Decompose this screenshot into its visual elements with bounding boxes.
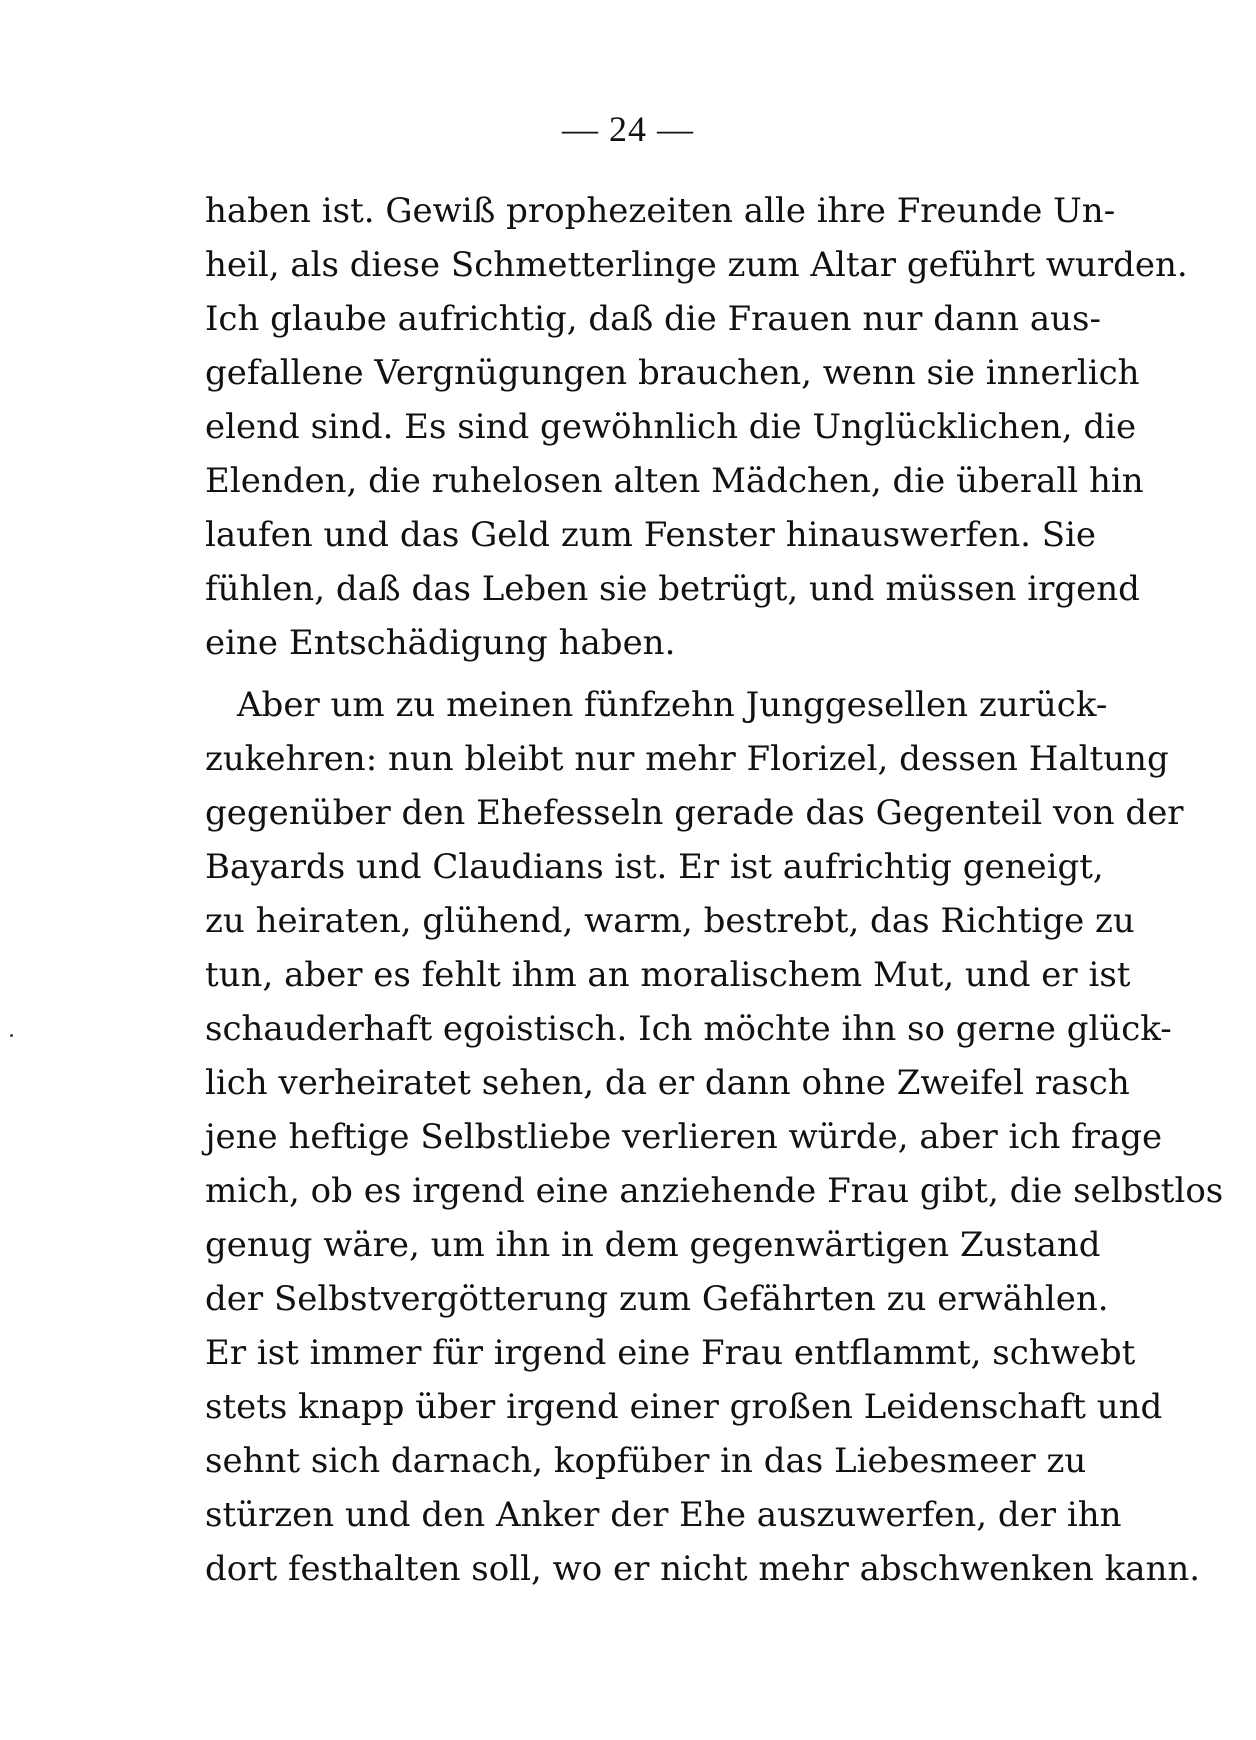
text-line: laufen und das Geld zum Fenster hinauswerfen. Sie bbox=[205, 515, 1097, 555]
paragraph-gap bbox=[205, 670, 1075, 678]
text-line: tun, aber es fehlt ihm an moralischem Mut, und er ist bbox=[205, 955, 1131, 995]
text-line: stets knapp über irgend einer großen Leidenschaft und bbox=[205, 1387, 1163, 1427]
text-line: der Selbstvergötterung zum Gefährten zu erwählen. bbox=[205, 1279, 1109, 1319]
text-line: sehnt sich darnach, kopfüber in das Liebesmeer zu bbox=[205, 1441, 1087, 1481]
text-line: gefallene Vergnügungen brauchen, wenn sie innerlich bbox=[205, 353, 1140, 393]
text-line: zu heiraten, glühend, warm, bestrebt, das Richtige zu bbox=[205, 901, 1135, 941]
text-line: Er ist immer für irgend eine Frau entflammt, schwebt bbox=[205, 1333, 1136, 1373]
text-line: fühlen, daß das Leben sie betrügt, und müssen irgend bbox=[205, 569, 1140, 609]
text-line: Elenden, die ruhelosen alten Mädchen, die überall hin bbox=[205, 461, 1144, 501]
text-line: jene heftige Selbstliebe verlieren würde, aber ich frage bbox=[205, 1117, 1163, 1157]
text-line: eine Entschädigung haben. bbox=[205, 623, 676, 663]
text-line: zukehren: nun bleibt nur mehr Florizel, dessen Haltung bbox=[205, 739, 1169, 779]
text-line: dort festhalten soll, wo er nicht mehr abschwenken kann. bbox=[205, 1549, 1201, 1589]
text-line: elend sind. Es sind gewöhnlich die Unglücklichen, die bbox=[205, 407, 1137, 447]
paragraph-2 bbox=[205, 678, 1224, 1596]
text-line: Ich glaube aufrichtig, daß die Frauen nur dann aus- bbox=[205, 299, 1101, 339]
text-line: schauderhaft egoistisch. Ich möchte ihn so gerne glück- bbox=[205, 1009, 1172, 1049]
text-line: heil, als diese Schmetterlinge zum Altar geführt wurden. bbox=[205, 245, 1188, 285]
text-line: stürzen und den Anker der Ehe auszuwerfen, der ihn bbox=[205, 1495, 1122, 1535]
text-line: Bayards und Claudians ist. Er ist aufrichtig geneigt, bbox=[205, 847, 1104, 887]
text-line: mich, ob es irgend eine anziehende Frau gibt, die selbstlos bbox=[205, 1171, 1224, 1211]
page-number: — 24 — bbox=[562, 109, 694, 149]
scan-speck bbox=[10, 1034, 13, 1037]
text-line: lich verheiratet sehen, da er dann ohne Zweifel rasch bbox=[205, 1063, 1130, 1103]
text-line: genug wäre, um ihn in dem gegenwärtigen Zustand bbox=[205, 1225, 1101, 1265]
body-text bbox=[205, 184, 1224, 1596]
text-line: haben ist. Gewiß prophezeiten alle ihre Freunde Un- bbox=[205, 191, 1116, 231]
text-line: gegenüber den Ehefesseln gerade das Gegenteil von der bbox=[205, 793, 1184, 833]
paragraph-1 bbox=[205, 184, 1188, 670]
text-line: Aber um zu meinen fünfzehn Junggesellen zurück- bbox=[237, 685, 1108, 725]
